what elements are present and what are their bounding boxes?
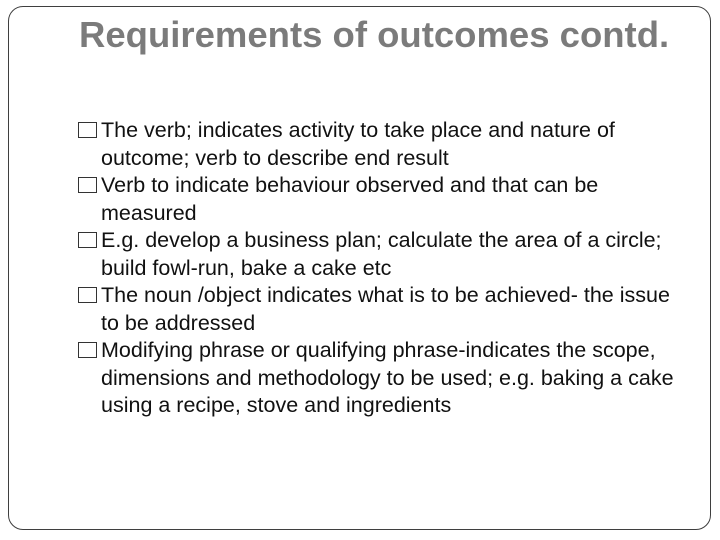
bullet-list [78,117,693,420]
list-item [78,282,693,337]
slide-title: Requirements of outcomes contd. [79,14,670,55]
bullet-text: Verb to indicate behaviour observed and that can be measured [101,173,599,225]
bullet-text: E.g. develop a business plan; calculate the area of a circle; build fowl-run, bake a cake etc [101,228,662,280]
list-item [78,117,693,172]
list-item [78,172,693,227]
hollow-square-bullet-icon [78,232,97,248]
hollow-square-bullet-icon [78,342,97,358]
bullet-text: The verb; indicates activity to take place and nature of outcome; verb to describe end result [101,118,615,170]
hollow-square-bullet-icon [78,122,97,138]
list-item [78,337,693,420]
hollow-square-bullet-icon [78,287,97,303]
bullet-text: The noun /object indicates what is to be achieved- the issue to be addressed [101,283,670,335]
bullet-text: Modifying phrase or qualifying phrase-indicates the scope, dimensions and methodology to be used; e.g. baking a cake using a recipe, stove and ingredients [101,338,674,417]
list-item [78,227,693,282]
hollow-square-bullet-icon [78,177,97,193]
